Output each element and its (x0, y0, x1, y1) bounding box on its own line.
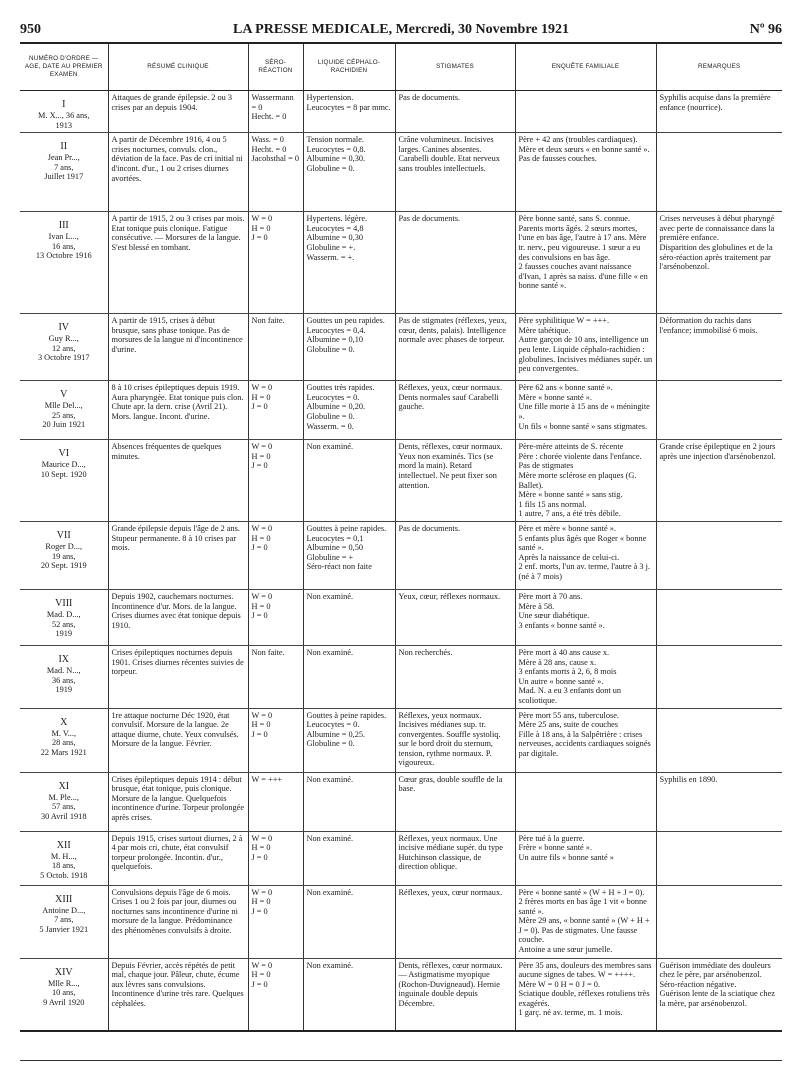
patient-info-line: 18 ans, (51, 861, 76, 871)
remarks-cell: Syphilis acquise dans la première enfance (nourrice). (656, 91, 782, 133)
stigmata-cell: Réflexes, yeux, cœur normaux. (395, 885, 515, 958)
table-row (20, 885, 782, 958)
sero-reaction-cell: W = 0 H = 0 J = 0 (248, 212, 303, 314)
patient-id-cell (20, 885, 108, 958)
patient-info-line: 5 Janvier 1921 (39, 924, 89, 934)
table-header-row (20, 43, 782, 91)
case-number: IX (58, 653, 70, 665)
table-row (20, 645, 782, 708)
col-header-famille: ENQUÊTE FAMILIALE (515, 43, 656, 91)
patient-info-line: Guy R..., (48, 334, 79, 344)
patient-info-line: Mad. N..., (46, 665, 81, 675)
stigmata-cell: Pas de documents. (395, 212, 515, 314)
family-inquiry-cell (515, 772, 656, 831)
stigmata-cell: Pas de stigmates (réflexes, yeux, cœur, dents, palais). Intelligence normale avec phases de torpeur. (395, 314, 515, 381)
clinical-summary-cell: Attaques de grande épilepsie. 2 ou 3 crises par an depuis 1904. (108, 91, 248, 133)
col-header-clinique: RÉSUMÉ CLINIQUE (108, 43, 248, 91)
table-row (20, 772, 782, 831)
patient-info-line: 22 Mars 1921 (40, 747, 87, 757)
clinical-summary-cell: Depuis Février, accès répétés de petit mal, chaque jour. Pâleur, chute, écume aux lèvres sans convulsions. Incontinence d'urine très rare. Quelques céphalées. (108, 958, 248, 1031)
family-inquiry-cell: Père 62 ans « bonne santé ». Mère « bonne santé ». Une fille morte à 15 ans de « méningite ». Un fils « bonne santé » sans stigmates. (515, 381, 656, 440)
patient-id-cell (20, 133, 108, 212)
csf-cell: Gouttes à peine rapides. Leucocytes = 0. Albumine = 0,25. Globuline = 0. (303, 708, 395, 772)
sero-reaction-cell: W = 0 H = 0 J = 0 (248, 381, 303, 440)
sero-reaction-cell: W = 0 H = 0 J = 0 (248, 958, 303, 1031)
patient-info-line: 7 ans, (54, 915, 74, 925)
stigmata-cell: Dents, réflexes, cœur normaux. — Astigmatisme myopique (Rochon-Duvigneaud). Hernie inguinale double depuis Décembre. (395, 958, 515, 1031)
patient-info-line: 36 ans, (51, 675, 76, 685)
csf-cell: Gouttes un peu rapides. Leucocytes = 0,4. Albumine = 0,10 Globuline = 0. (303, 314, 395, 381)
patient-info-line: 20 Sept. 1919 (40, 561, 87, 571)
sero-reaction-cell: Non faite. (248, 314, 303, 381)
stigmata-cell: Non recherchés. (395, 645, 515, 708)
family-inquiry-cell: Père mort 55 ans, tuberculose. Mère 25 ans, suite de couches Fille à 18 ans, à la Salpêtrière : crises nerveuses, accidents cardiaques soignés par digitale. (515, 708, 656, 772)
page (20, 18, 782, 1032)
table-row (20, 521, 782, 589)
clinical-summary-cell: A partir de Décembre 1916, 4 ou 5 crises nocturnes, convuls. clon., déviation de la face. Pas de cri initial ni d'incont. d'ur., 1 ou 2 crises diurnes avortées. (108, 133, 248, 212)
case-number: IV (58, 322, 70, 334)
issue-number: Nº 96 (749, 22, 782, 37)
patient-id-cell (20, 91, 108, 133)
patient-info-line: 25 ans, (51, 410, 76, 420)
case-number: XII (56, 839, 71, 851)
patient-id-cell (20, 645, 108, 708)
sero-reaction-cell: W = 0 H = 0 J = 0 (248, 521, 303, 589)
case-number: XI (58, 780, 70, 792)
patient-info-line: M. H..., (50, 851, 77, 861)
family-inquiry-cell: Père 35 ans, douleurs des membres sans aucune signes de tabes. W = ++++. Mère W = 0 H = 0 J = 0. Sciatique double, réflexes rotuliens très exagérés. 1 garç. né av. terme, m. 1 mois. (515, 958, 656, 1031)
remarks-cell: Déformation du rachis dans l'enfance; immobilisé 6 mois. (656, 314, 782, 381)
family-inquiry-cell: Père + 42 ans (troubles cardiaques). Mère et deux sœurs « en bonne santé ». Pas de fausses couches. (515, 133, 656, 212)
sero-reaction-cell: W = 0 H = 0 J = 0 (248, 885, 303, 958)
clinical-summary-cell: Crises épileptiques nocturnes depuis 1901. Crises diurnes récentes suivies de torpeur. (108, 645, 248, 708)
clinical-table (20, 42, 782, 1032)
sero-reaction-cell: Wass. = 0 Hecht. = 0 Jacobsthal = 0 (248, 133, 303, 212)
patient-info-line: M. Ple..., (48, 792, 79, 802)
family-inquiry-cell: Père « bonne santé » (W + H + J = 0). 2 frères morts en bas âge 1 vit « bonne santé ». Mère 29 ans, « bonne santé » (W + H + J = 0). Pas de stigmates. Une fausse couche. Antoine a une sœur jumelle. (515, 885, 656, 958)
patient-info-line: 5 Octob. 1918 (40, 870, 88, 880)
clinical-summary-cell: Absences fréquentes de quelques minutes. (108, 440, 248, 522)
patient-info-line: 13 Octobre 1916 (35, 251, 92, 261)
patient-id-cell (20, 772, 108, 831)
patient-info-line: 7 ans, (54, 162, 74, 172)
sero-reaction-cell: W = 0 H = 0 J = 0 (248, 708, 303, 772)
patient-id-cell (20, 831, 108, 885)
remarks-cell (656, 133, 782, 212)
remarks-cell: Crises nerveuses à début pharyngé avec perte de connaissance dans la première enfance. Disparition des globulines et de la séro-réaction après traitement par l'arsénobenzol. (656, 212, 782, 314)
patient-info-line: 3 Octobre 1917 (37, 353, 90, 363)
clinical-summary-cell: 1re attaque nocturne Déc 1920, état convulsif. Morsure de la langue. 2e attaque diurne, chute. Yeux convulsés. Morsure de la langue. Février. (108, 708, 248, 772)
sero-reaction-cell: W = 0 H = 0 J = 0 (248, 589, 303, 645)
patient-info-line: 10 ans, (51, 988, 76, 998)
patient-info-line: Mlle Del..., (44, 401, 83, 411)
patient-id-cell (20, 589, 108, 645)
remarks-cell (656, 521, 782, 589)
patient-id-cell (20, 212, 108, 314)
case-number: V (60, 389, 68, 401)
clinical-summary-cell: A partir de 1915, crises à début brusque, sans phase tonique. Pas de morsures de la langue ni d'incontinence d'urine. (108, 314, 248, 381)
col-header-lcr: LIQUIDE CÉPHALO-RACHIDIEN (303, 43, 395, 91)
table-row (20, 589, 782, 645)
sero-reaction-cell: W = +++ (248, 772, 303, 831)
patient-info-line: 20 Juin 1921 (42, 420, 86, 430)
family-inquiry-cell: Père mort à 70 ans. Mère à 58. Une sœur diabétique. 3 enfants « bonne santé ». (515, 589, 656, 645)
table-row (20, 958, 782, 1031)
col-header-remarques: REMARQUES (656, 43, 782, 91)
patient-info-line: 19 ans, (51, 551, 76, 561)
case-number: XIII (55, 893, 73, 905)
patient-info-line: 1919 (55, 629, 73, 639)
case-number: III (58, 220, 69, 232)
sero-reaction-cell: W = 0 H = 0 J = 0 (248, 831, 303, 885)
remarks-cell: Guérison immédiate des douleurs chez le père, par arsénobenzol. Séro-réaction négative. Guérison lente de la sciatique chez la mère, par arsénobenzol. (656, 958, 782, 1031)
csf-cell: Non examiné. (303, 440, 395, 522)
csf-cell: Non examiné. (303, 589, 395, 645)
case-number: VII (56, 529, 71, 541)
case-number: I (62, 99, 66, 110)
patient-info-line: 12 ans, (51, 343, 76, 353)
remarks-cell (656, 645, 782, 708)
csf-cell: Hypertension. Leucocytes = 8 par mmc. (303, 91, 395, 133)
clinical-summary-cell: Crises épileptiques depuis 1914 : début brusque, état tonique, puis clonique. Morsure de la langue. Quelquefois incontinence d'urine. Torpeur prolongée après crises. (108, 772, 248, 831)
table-row (20, 91, 782, 133)
remarks-cell (656, 381, 782, 440)
case-number: X (60, 716, 68, 728)
patient-info-line: Roger D..., (45, 541, 83, 551)
remarks-cell (656, 589, 782, 645)
patient-info-line: Ivan L..., (48, 232, 79, 242)
table-row (20, 133, 782, 212)
csf-cell: Non examiné. (303, 885, 395, 958)
clinical-summary-cell: 8 à 10 crises épileptiques depuis 1919. Aura pharyngée. Etat tonique puis clon. Chute apr. la dern. crise (Avril 21). Mors. langue. Incont. d'urine. (108, 381, 248, 440)
stigmata-cell: Crâne volumineux. Incisives larges. Canines absentes. Carabelli double. Etat nerveux sans troubles intellectuels. (395, 133, 515, 212)
family-inquiry-cell: Père syphilitique W = +++. Mère tabétique. Autre garçon de 10 ans, intelligence un peu lente. Liquide céphalo-rachidien : globulines. Incisives médianes supér. un peu convergentes. (515, 314, 656, 381)
patient-info-line: 57 ans, (51, 802, 76, 812)
sero-reaction-cell: W = 0 H = 0 J = 0 (248, 440, 303, 522)
remarks-cell (656, 885, 782, 958)
patient-id-cell (20, 521, 108, 589)
patient-info-line: 52 ans, (51, 619, 76, 629)
csf-cell: Hypertens. légère. Leucocytes = 4,8 Albumine = 0,30 Globuline = +. Wasserm. = +. (303, 212, 395, 314)
case-number: VIII (55, 597, 73, 609)
stigmata-cell: Yeux, cœur, réflexes normaux. (395, 589, 515, 645)
csf-cell: Non examiné. (303, 958, 395, 1031)
patient-info-line: 28 ans, (51, 738, 76, 748)
patient-info-line: Antoine D..., (42, 905, 86, 915)
table-row (20, 440, 782, 522)
table-row (20, 831, 782, 885)
page-bottom-rule (20, 1060, 782, 1061)
patient-id-cell (20, 958, 108, 1031)
csf-cell: Non examiné. (303, 645, 395, 708)
patient-info-line: M. X..., 36 ans, (38, 111, 90, 120)
page-number: 950 (20, 22, 41, 37)
clinical-summary-cell: Depuis 1915, crises surtout diurnes, 2 à 4 par mois cri, chute, état convulsif torpeur prolongée. Incontin. d'ur., quelquefois. (108, 831, 248, 885)
patient-info-line: 9 Avril 1920 (43, 997, 85, 1007)
patient-info-line: 1919 (55, 685, 73, 695)
table-row (20, 212, 782, 314)
sero-reaction-cell: Wassermann = 0 Hecht. = 0 (248, 91, 303, 133)
sero-reaction-cell: Non faite. (248, 645, 303, 708)
patient-info-line: 16 ans, (51, 241, 76, 251)
patient-id-cell (20, 708, 108, 772)
csf-cell: Gouttes très rapides. Leucocytes = 0. Albumine = 0,20. Globuline = 0. Wasserm. = 0. (303, 381, 395, 440)
family-inquiry-cell: Père tué à la guerre. Frère « bonne santé ». Un autre fils « bonne santé » (515, 831, 656, 885)
clinical-summary-cell: Grande épilepsie depuis l'âge de 2 ans. Stupeur permanente. 8 à 10 crises par mois. (108, 521, 248, 589)
patient-info-line: 1913 (55, 120, 73, 130)
patient-info-line: 30 Avril 1918 (41, 811, 87, 821)
case-number: VI (58, 448, 70, 460)
patient-id-cell (20, 440, 108, 522)
table-row (20, 381, 782, 440)
clinical-summary-cell: Depuis 1902, cauchemars nocturnes. Incontinence d'ur. Mors. de la langue. Crises diurnes avec état tonique depuis 1910. (108, 589, 248, 645)
patient-info-line: M. V..., (51, 728, 77, 738)
csf-cell: Gouttes à peine rapides. Leucocytes = 0,1 Albumine = 0,50 Globuline = + Séro-réact non faite (303, 521, 395, 589)
patient-info-line: Mad. D..., (46, 609, 81, 619)
clinical-summary-cell: Convulsions depuis l'âge de 6 mois. Crises 1 ou 2 fois par jour, diurnes ou nocturnes sans incontinence d'urine ni morsure de la langue. Prédominance des phénomènes convulsifs à droite. (108, 885, 248, 958)
remarks-cell: Grande crise épileptique en 2 jours après une injection d'arsénobenzol. (656, 440, 782, 522)
family-inquiry-cell: Père-mère atteints de S. récente Père : chorée violente dans l'enfance. Pas de stigmates Mère morte sclérose en plaques (G. Ballet). Mère « bonne santé » sans stig. 1 fils 15 ans normal. 1 autre, 7 ans, a été très débile. (515, 440, 656, 522)
family-inquiry-cell (515, 91, 656, 133)
csf-cell: Non examiné. (303, 831, 395, 885)
table-row (20, 314, 782, 381)
col-header-sero: SÉRO-RÉACTION (248, 43, 303, 91)
patient-info-line: Mlle R..., (47, 978, 80, 988)
table-row (20, 708, 782, 772)
case-number: XIV (54, 966, 73, 978)
stigmata-cell: Pas de documents. (395, 91, 515, 133)
clinical-summary-cell: A partir de 1915, 2 ou 3 crises par mois. Etat tonique puis clonique. Fatigue consécutive. — Morsures de la langue. S'est blessé en tombant. (108, 212, 248, 314)
csf-cell: Non examiné. (303, 772, 395, 831)
stigmata-cell: Cœur gras, double souffle de la base. (395, 772, 515, 831)
remarks-cell (656, 831, 782, 885)
remarks-cell: Syphilis en 1890. (656, 772, 782, 831)
stigmata-cell: Pas de documents. (395, 521, 515, 589)
stigmata-cell: Dents, réflexes, cœur normaux. Yeux non examinés. Tics (se mord la main). Retard intellectuel. Ne peut fixer son attention. (395, 440, 515, 522)
stigmata-cell: Réflexes, yeux, cœur normaux. Dents normales sauf Carabelli gauche. (395, 381, 515, 440)
patient-info-line: Maurice D..., (41, 460, 86, 470)
col-header-stigmates: STIGMATES (395, 43, 515, 91)
patient-info-line: Jean Pr..., (47, 153, 80, 163)
page-header (20, 18, 782, 42)
patient-id-cell (20, 381, 108, 440)
col-header-numero: NUMÉRO D'ORDRE — AGE, DATE AU PREMIER EXAMEN (20, 43, 108, 91)
patient-id-cell (20, 314, 108, 381)
patient-info-line: 10 Sept. 1920 (40, 469, 87, 479)
csf-cell: Tension normale. Leucocytes = 0,8. Albumine = 0,30. Globuline = 0. (303, 133, 395, 212)
family-inquiry-cell: Père bonne santé, sans S. connue. Parents morts âgés. 2 sœurs mortes, l'une en bas âge, l'autre à 17 ans. Mère tr. nerv., peu vigoureuse. 1 sœur a eu des convulsions en bas âge. 2 fausses couches avant naissance d'Ivan, 1 après sa naiss. d'une fille « en bonne santé ». (515, 212, 656, 314)
family-inquiry-cell: Père mort à 40 ans cause x. Mère à 28 ans, cause x. 3 enfants morts à 2, 6, 8 mois Un autre « bonne santé ». Mad. N. a eu 3 enfants dont un scoliotique. (515, 645, 656, 708)
case-number: II (60, 141, 68, 153)
remarks-cell (656, 708, 782, 772)
stigmata-cell: Réflexes, yeux normaux. Une incisive médiane supér. du type Hutchinson classique, de direction oblique. (395, 831, 515, 885)
stigmata-cell: Réflexes, yeux normaux. Incisives médianes sup. tr. convergentes. Souffle systoliq. sur le bord droit du sternum, tension, rythme normaux. P. vigoureux. (395, 708, 515, 772)
journal-title: LA PRESSE MEDICALE, Mercredi, 30 Novembre 1921 (233, 22, 569, 37)
patient-info-line: Juillet 1917 (44, 172, 84, 182)
family-inquiry-cell: Père et mère « bonne santé ». 5 enfants plus âgés que Roger « bonne santé ». Après la naissance de celui-ci. 2 enf. morts, l'un av. terme, l'autre à 3 j. (né à 7 mois) (515, 521, 656, 589)
